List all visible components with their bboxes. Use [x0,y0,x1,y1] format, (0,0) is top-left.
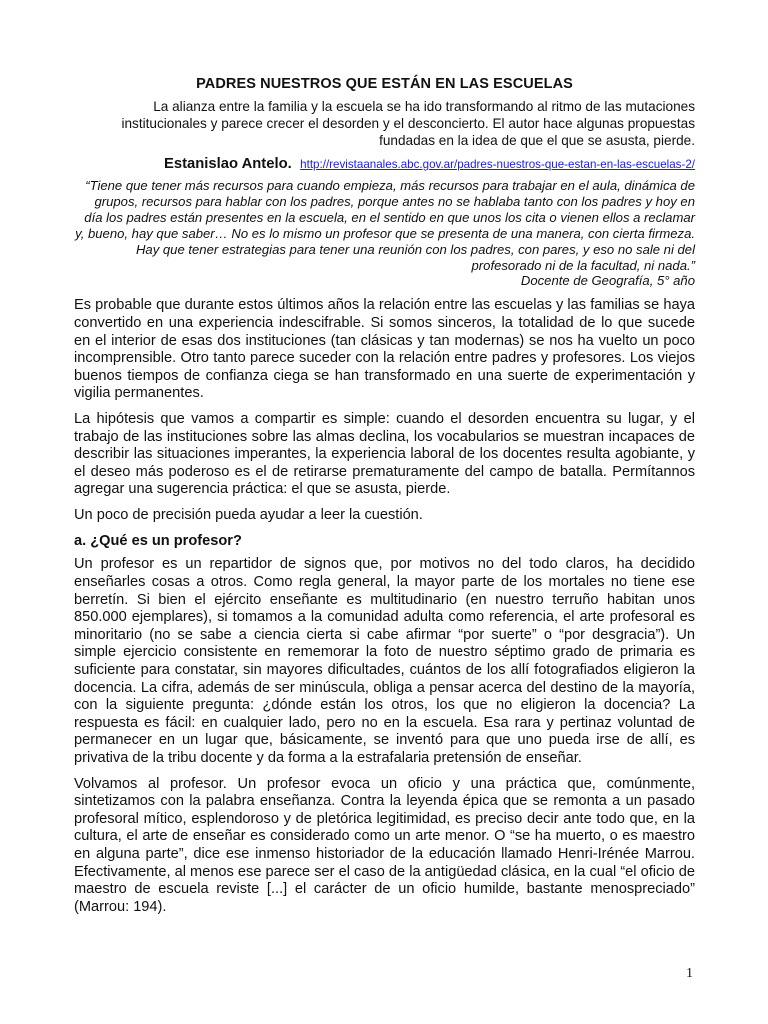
author-line [74,155,695,174]
page-number: 1 [686,966,693,981]
author-name: Estanislao Antelo. [164,156,292,172]
subtitle: La alianza entre la familia y la escuela se ha ido transformando al ritmo de las mutaciones institucionales y parece crecer el desorden y el desconcierto. El autor hace algunas propuestas fundadas en la idea de que el que se asusta, pierde. [121,99,695,148]
paragraph-4: Un profesor es un repartidor de signos que, por motivos no del todo claros, ha decidido enseñarles cosas a otros. Como regla general, la mayor parte de los mortales no tiene ese berretín. Si bien el ejército enseñante es multitudinario (en nuestro terruño habitan unos 850.000 ejemplares), si tomamos a la comunidad adulta como referencia, el arte profesoral es minoritario (no se sabe a ciencia cierta si cabe afirmar “por suerte” o “por desgracia”). Un simple ejercicio consistente en rememorar la foto de nuestro séptimo grado de primaria es suficiente para constatar, sin mayores dificultades, cuántos de los allí fotografiados eligieron la docencia. La cifra, además de ser minúscula, obliga a pensar acerca del destino de la mayoría, con la siguiente pregunta: ¿dónde están los otros, los que no eligieron la docencia? La respuesta es fácil: en cualquier lado, pero no en la escuela. Esa rara y pertinaz voluntad de permanecer en un lugar que, básicamente, se inventó para que uno pueda irse de allí, es privativa de la tribu docente y da forma a la estrafalaria pretensión de enseñar. [74,556,695,766]
epigraph-text: “Tiene que tener más recursos para cuando empieza, más recursos para trabajar en el aula, dinámica de grupos, recursos para hablar con los padres, porque antes no se hablaba tanto con los padres y hoy en día los padres están presentes en la escuela, en el sentido en que unos los cita o vienen ellos a reclamar y, bueno, hay que saber… No es lo mismo un profesor que se presenta de una manera, con cierta firmeza. Hay que tener estrategias para tener una reunión con los padres, con pares, y eso no sale ni del profesorado ni de la facultad, ni nada.” [75,178,695,273]
epigraph-attribution: Docente de Geografía, 5° año [520,273,695,289]
document-page [74,76,695,924]
epigraph-quote [74,178,695,289]
section-heading-a: a. ¿Qué es un profesor? [74,533,242,550]
source-link[interactable]: http://revistaanales.abc.gov.ar/padres-nuestros-que-estan-en-las-escuelas-2/ [300,158,695,171]
paragraph-3: Un poco de precisión pueda ayudar a leer la cuestión. [74,506,423,523]
page-title: PADRES NUESTROS QUE ESTÁN EN LAS ESCUELAS [196,76,573,92]
paragraph-2: La hipótesis que vamos a compartir es simple: cuando el desorden encuentra su lugar, y el trabajo de las instituciones sobre las almas declina, los vocabularios se muestran incapaces de describir las situaciones imperantes, la experiencia laboral de los docentes resulta agobiante, y el deseo más poderoso es el de retirarse prematuramente del campo de batalla. Permítannos agregar una sugerencia práctica: el que se asusta, pierde. [74,410,695,498]
paragraph-1: Es probable que durante estos últimos años la relación entre las escuelas y las familias se haya convertido en una experiencia indescifrable. Si somos sinceros, la totalidad de lo que sucede en el interior de esas dos instituciones (tan clásicas y tan modernas) se nos ha vuelto un poco incomprensible. Otro tanto parece suceder con la relación entre padres y profesores. Los viejos buenos tiempos de confianza ciega se han transformado en una suerte de experimentación y vigilia permanentes. [74,297,695,402]
paragraph-5: Volvamos al profesor. Un profesor evoca un oficio y una práctica que, comúnmente, sintetizamos con la palabra enseñanza. Contra la leyenda épica que se remonta a un pasado profesoral mítico, esplendoroso y de pletórica legitimidad, es preciso decir ante todo que, en la cultura, el arte de enseñar es considerado como un arte menor. O “se ha muerto, o es maestro en alguna parte”, dice ese inmenso historiador de la educación llamado Henri-Irénée Marrou. Efectivamente, al menos ese parece ser el caso de la antigüedad clásica, en la cual “el oficio de maestro de escuela reviste [...] el carácter de un oficio humilde, bastante menospreciado” (Marrou: 194). [74,775,695,915]
